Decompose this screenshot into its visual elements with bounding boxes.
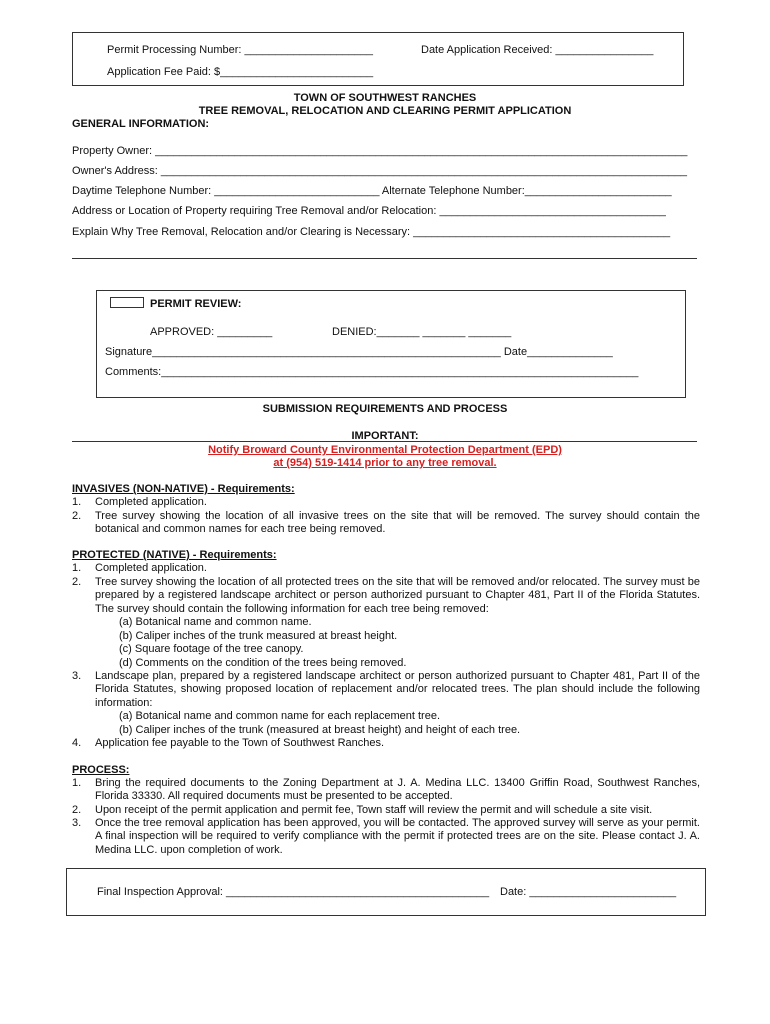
fee-paid-field[interactable]: Application Fee Paid: $_________________________ — [107, 66, 374, 78]
town-title: TOWN OF SOUTHWEST RANCHES — [293, 92, 477, 104]
protected-heading: PROTECTED (NATIVE) - Requirements: — [72, 549, 277, 561]
denied-field[interactable]: DENIED:_______ _______ _______ — [332, 326, 512, 338]
owner-address-field[interactable]: Owner's Address: ______________________________________________________________________________________ — [72, 165, 688, 177]
sub-item: (a) Botanical name and common name for each replacement tree. — [119, 710, 440, 722]
phone-fields[interactable]: Daytime Telephone Number: ___________________________ Alternate Telephone Number:________________________ — [72, 185, 672, 197]
list-number: 2. — [72, 510, 82, 522]
list-number: 3. — [72, 817, 82, 829]
comments-field[interactable]: Comments:______________________________________________________________________________ — [105, 366, 639, 378]
location-field[interactable]: Address or Location of Property requiring Tree Removal and/or Relocation: _____________________________________ — [72, 205, 666, 217]
list-number: 2. — [72, 804, 82, 816]
property-owner-field[interactable]: Property Owner: _______________________________________________________________________________________ — [72, 145, 688, 157]
explain-continuation-line[interactable] — [72, 258, 697, 259]
approved-field[interactable]: APPROVED: _________ — [150, 326, 273, 338]
list-number: 1. — [72, 496, 82, 508]
process-heading: PROCESS: — [72, 764, 130, 776]
sub-item: (a) Botanical name and common name. — [119, 616, 312, 628]
list-item: Completed application. — [95, 562, 207, 574]
sub-item: (d) Comments on the condition of the trees being removed. — [119, 657, 407, 669]
list-number: 4. — [72, 737, 82, 749]
list-item: Bring the required documents to the Zoning Department at J. A. Medina LLC. 13400 Griffin Road, Southwest Ranches, Florida 33330. All required documents must be presented to be accepted. — [95, 777, 700, 803]
explain-field[interactable]: Explain Why Tree Removal, Relocation and/or Clearing is Necessary: __________________________________________ — [72, 226, 671, 238]
list-item: Application fee payable to the Town of Southwest Ranches. — [95, 737, 385, 749]
review-checkbox[interactable] — [110, 297, 144, 308]
list-number: 3. — [72, 670, 82, 682]
important-label: IMPORTANT: — [351, 430, 419, 442]
review-heading: PERMIT REVIEW: — [150, 298, 242, 310]
signature-field[interactable]: Signature_________________________________________________________ Date______________ — [105, 346, 613, 358]
list-item: Once the tree removal application has been approved, you will be contacted. The approved survey will serve as your permit. A final inspection will be required to verify compliance with the permit if protected trees are on the site. Please contact J. A. Medina LLC. upon completion of work. — [95, 817, 700, 856]
important-rule — [72, 441, 697, 442]
list-item: Completed application. — [95, 496, 207, 508]
notify-line-2: at (954) 519-1414 prior to any tree removal. — [273, 457, 497, 469]
permit-number-field[interactable]: Permit Processing Number: _____________________ — [107, 44, 374, 56]
date-received-field[interactable]: Date Application Received: ________________ — [421, 44, 654, 56]
sub-item: (b) Caliper inches of the trunk measured at breast height. — [119, 630, 398, 642]
list-number: 1. — [72, 562, 82, 574]
list-item: Upon receipt of the permit application and permit fee, Town staff will review the permit and will schedule a site visit. — [95, 804, 653, 816]
general-heading: GENERAL INFORMATION: — [72, 118, 210, 130]
form-title: TREE REMOVAL, RELOCATION AND CLEARING PERMIT APPLICATION — [198, 105, 572, 117]
invasives-heading: INVASIVES (NON-NATIVE) - Requirements: — [72, 483, 295, 495]
sub-item: (c) Square footage of the tree canopy. — [119, 643, 304, 655]
final-approval-field[interactable]: Final Inspection Approval: ___________________________________________ — [97, 886, 490, 898]
list-item: Landscape plan, prepared by a registered landscape architect or person authorized pursuant to Chapter 481, Part II of the Florida Statutes, showing proposed location of replacement and/or relocated trees. The plan should include the following information: — [95, 670, 700, 709]
notify-line-1: Notify Broward County Environmental Protection Department (EPD) — [208, 444, 562, 456]
list-number: 1. — [72, 777, 82, 789]
sub-item: (b) Caliper inches of the trunk (measured at breast height) and height of each tree. — [119, 724, 521, 736]
list-item: Tree survey showing the location of all protected trees on the site that will be removed and/or relocated. The survey must be prepared by a registered landscape architect or person authorized pursuant to Chapter 481, Part II of the Florida Statutes. The survey should contain the following information for each tree being removed: — [95, 576, 700, 615]
submission-heading: SUBMISSION REQUIREMENTS AND PROCESS — [262, 403, 508, 415]
final-date-field[interactable]: Date: ________________________ — [500, 886, 677, 898]
list-item: Tree survey showing the location of all invasive trees on the site that will be removed. The survey should contain the botanical and common names for each tree being removed. — [95, 510, 700, 536]
list-number: 2. — [72, 576, 82, 588]
